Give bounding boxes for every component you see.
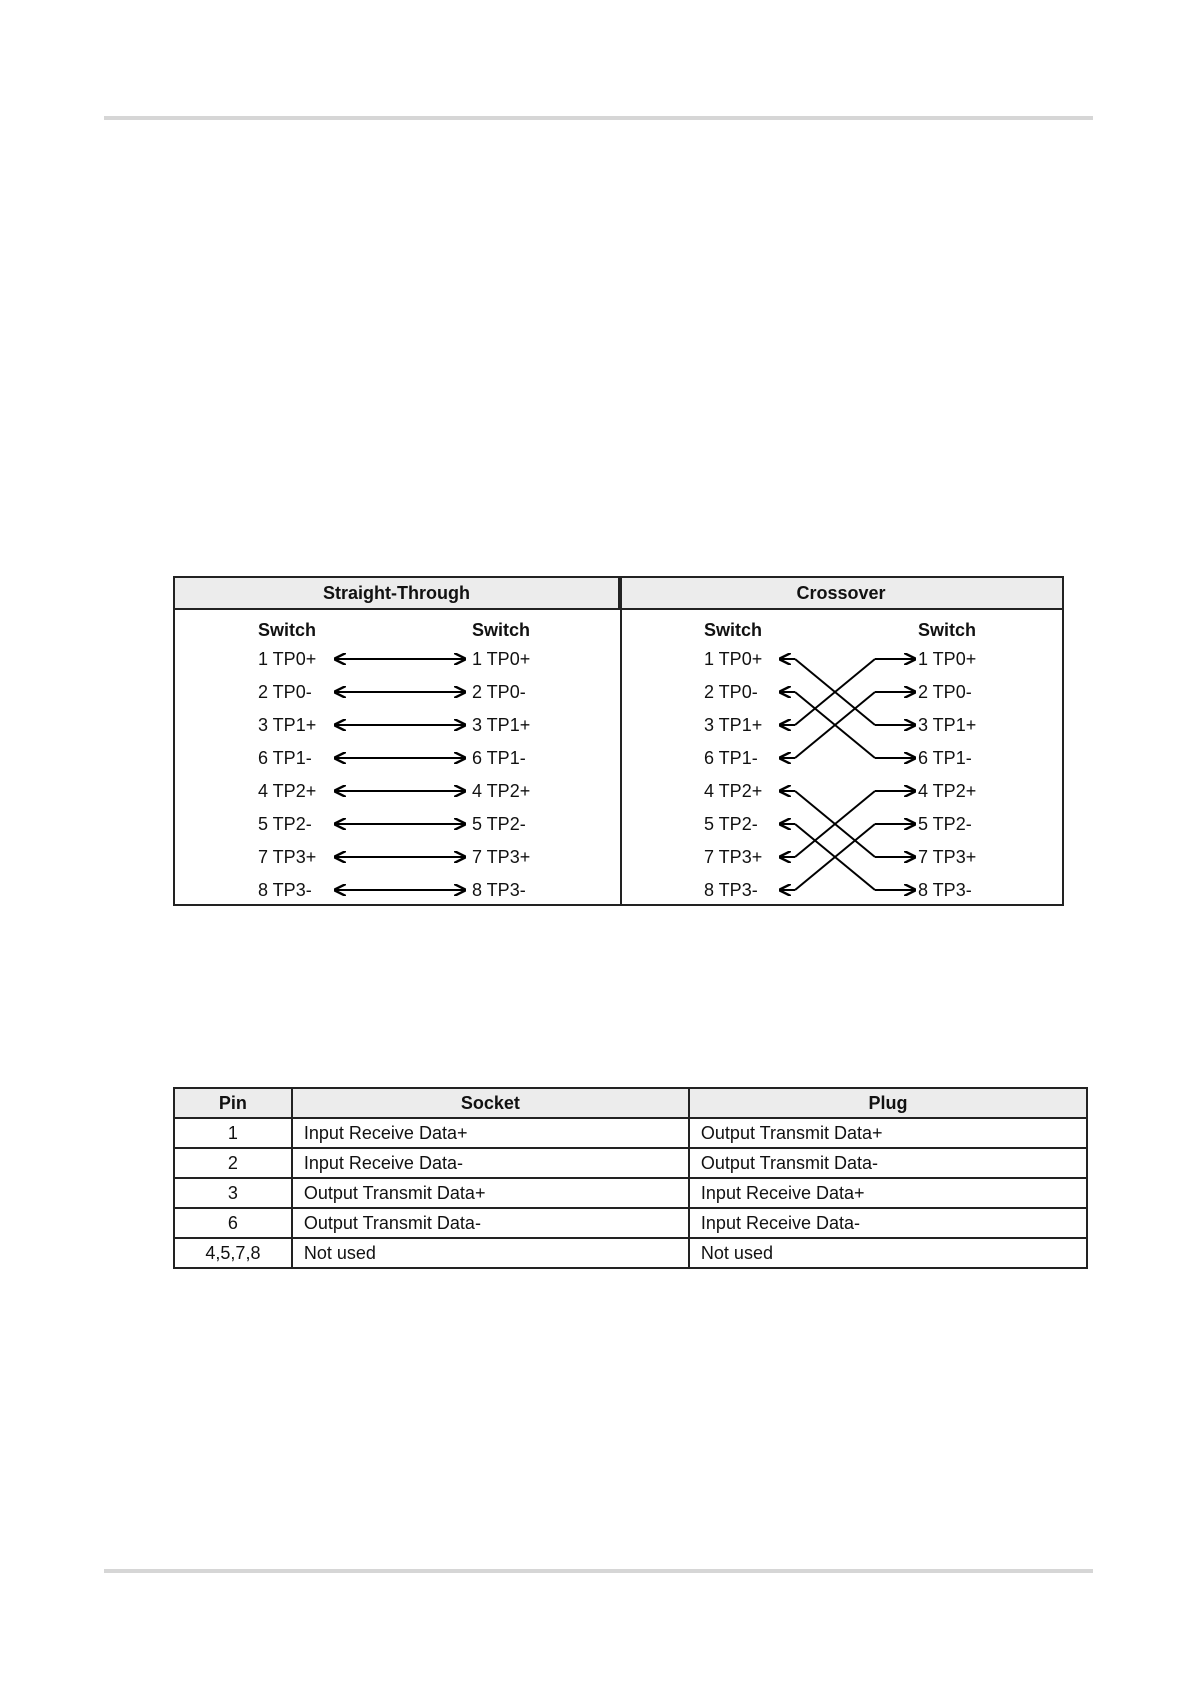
crossover-left-pin: 5 TP2- [704, 814, 758, 834]
header-socket: Socket [292, 1088, 689, 1118]
crossover-left-pin: 2 TP0- [704, 682, 758, 702]
straight-right-pin: 5 TP2- [472, 814, 526, 834]
crossover-left-pin: 8 TP3- [704, 880, 758, 900]
straight-right-pin: 6 TP1- [472, 748, 526, 768]
table-header-row [174, 1088, 1087, 1118]
straight-left-pin: 3 TP1+ [258, 715, 317, 735]
cell-pin: 4,5,7,8 [174, 1238, 292, 1268]
header-rule [104, 116, 1093, 120]
straight-left-pin: 1 TP0+ [258, 649, 317, 669]
straight-right-pin: 8 TP3- [472, 880, 526, 900]
straight-left-pin: 8 TP3- [258, 880, 312, 900]
straight-left-pin: 4 TP2+ [258, 781, 317, 801]
straight-right-pin: 7 TP3+ [472, 847, 531, 867]
cell-socket: Input Receive Data+ [292, 1118, 689, 1148]
crossover-left-pin: 1 TP0+ [704, 649, 763, 669]
cell-plug: Not used [689, 1238, 1087, 1268]
pin-assignment-table [173, 1087, 1088, 1269]
crossover-right-pin: 7 TP3+ [918, 847, 977, 867]
crossover-left-switch-label: Switch [704, 620, 763, 640]
crossover-right-pin: 4 TP2+ [918, 781, 977, 801]
crossover-right-pin: 1 TP0+ [918, 649, 977, 669]
straight-left-pin: 7 TP3+ [258, 847, 317, 867]
cell-socket: Input Receive Data- [292, 1148, 689, 1178]
cell-socket: Output Transmit Data+ [292, 1178, 689, 1208]
straight-left-switch-label: Switch [258, 620, 317, 640]
straight-right-switch-label: Switch [472, 620, 531, 640]
crossover-title: Crossover [620, 578, 1062, 610]
cell-plug: Input Receive Data+ [689, 1178, 1087, 1208]
cell-plug: Output Transmit Data- [689, 1148, 1087, 1178]
table-row [174, 1178, 1087, 1208]
straight-right-pin: 1 TP0+ [472, 649, 531, 669]
straight-left-pin: 2 TP0- [258, 682, 312, 702]
table-row [174, 1118, 1087, 1148]
straight-left-pin: 5 TP2- [258, 814, 312, 834]
crossover-left-pin: 4 TP2+ [704, 781, 763, 801]
crossover-left-pin: 6 TP1- [704, 748, 758, 768]
straight-right-pin: 3 TP1+ [472, 715, 531, 735]
footer-rule [104, 1569, 1093, 1573]
cell-pin: 1 [174, 1118, 292, 1148]
cell-socket: Not used [292, 1238, 689, 1268]
straight-left-pin: 6 TP1- [258, 748, 312, 768]
header-pin: Pin [174, 1088, 292, 1118]
straight-through-title: Straight-Through [175, 578, 620, 610]
wiring-svg [175, 578, 1062, 904]
table-row [174, 1208, 1087, 1238]
crossover-right-switch-label: Switch [918, 620, 977, 640]
header-plug: Plug [689, 1088, 1087, 1118]
cell-socket: Output Transmit Data- [292, 1208, 689, 1238]
crossover-right-pin: 8 TP3- [918, 880, 972, 900]
table-row [174, 1148, 1087, 1178]
crossover-right-pin: 2 TP0- [918, 682, 972, 702]
cell-pin: 6 [174, 1208, 292, 1238]
crossover-right-pin: 6 TP1- [918, 748, 972, 768]
straight-right-pin: 4 TP2+ [472, 781, 531, 801]
crossover-right-pin: 5 TP2- [918, 814, 972, 834]
table-row [174, 1238, 1087, 1268]
crossover-left-pin: 7 TP3+ [704, 847, 763, 867]
straight-right-pin: 2 TP0- [472, 682, 526, 702]
cell-plug: Output Transmit Data+ [689, 1118, 1087, 1148]
cell-plug: Input Receive Data- [689, 1208, 1087, 1238]
cell-pin: 2 [174, 1148, 292, 1178]
crossover-right-pin: 3 TP1+ [918, 715, 977, 735]
crossover-left-pin: 3 TP1+ [704, 715, 763, 735]
cell-pin: 3 [174, 1178, 292, 1208]
wiring-diagram [173, 576, 1064, 906]
